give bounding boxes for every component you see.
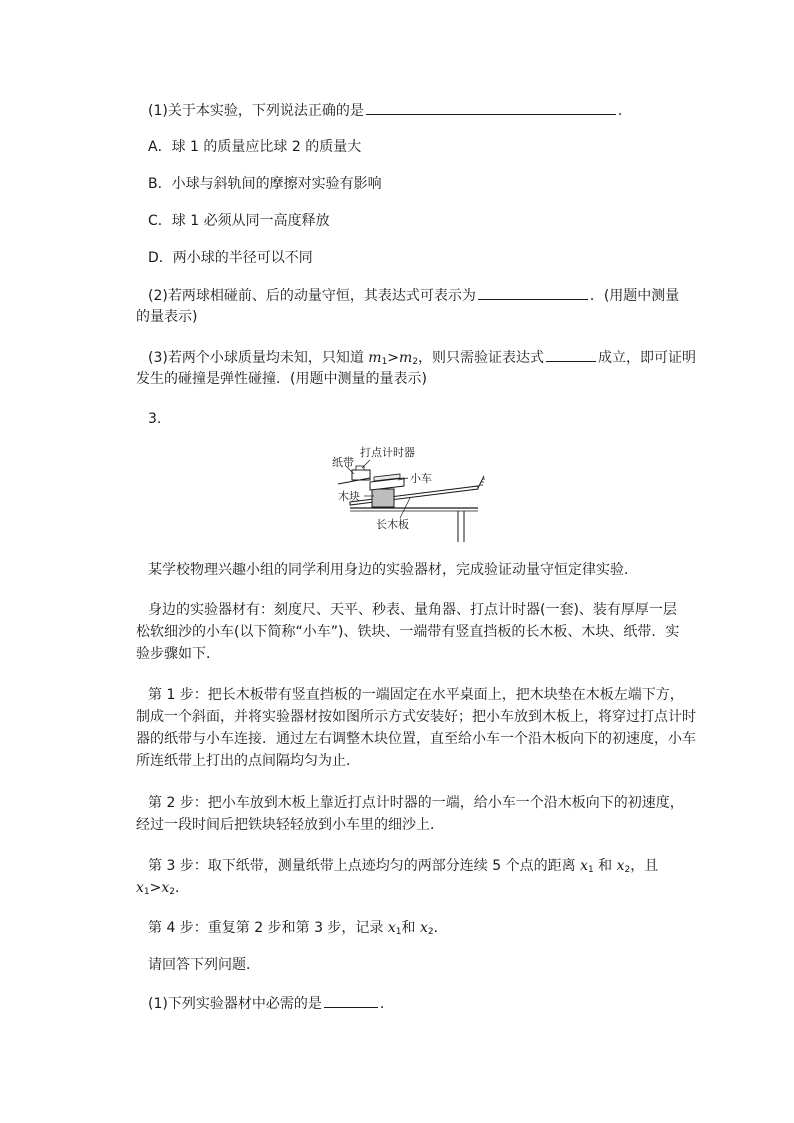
answer-blank[interactable]	[546, 347, 596, 362]
step3-line: $x_1>x_2$．	[136, 880, 190, 897]
experiment-figure	[330, 440, 496, 550]
q2-sub2-cont: 的量表示)	[136, 309, 198, 325]
option-c: C．球 1 必须从同一高度释放	[148, 213, 330, 229]
answer-blank[interactable]	[324, 993, 378, 1008]
step2-line: 经过一段时间后把铁块轻轻放到小车里的细沙上．	[136, 817, 444, 833]
equipment-line: 身边的实验器材有：刻度尺、天平、秒表、量角器、打点计时器(一套)、装有厚厚一层	[148, 602, 677, 618]
ask-line: 请回答下列问题．	[148, 957, 260, 973]
q3-sub1: (1)下列实验器材中必需的是 ．	[148, 993, 394, 1014]
q2-sub3: (3)若两个小球质量均未知，只知道 $m_1>m_2$，则只需验证表达式 成立，即可证明	[148, 347, 696, 372]
equipment-line: 验步骤如下．	[136, 646, 220, 662]
label-tape: 纸带	[332, 456, 354, 469]
label-timer: 打点计时器	[360, 446, 415, 459]
q2-sub1: (1)关于本实验，下列说法正确的是 .	[148, 100, 622, 121]
label-block: 木块	[338, 490, 360, 503]
label-board: 长木板	[376, 518, 409, 531]
q3-intro: 某学校物理兴趣小组的同学利用身边的实验器材，完成验证动量守恒定律实验．	[148, 562, 638, 578]
step4-line: 第 4 步：重复第 2 步和第 3 步，记录 $x_1$和 $x_2$．	[148, 920, 448, 937]
q2-sub1-stem: (1)关于本实验，下列说法正确的是	[148, 103, 364, 119]
equipment-line: 松软细沙的小车(以下简称“小车”)、铁块、一端带有竖直挡板的长木板、木块、纸带．实	[136, 624, 680, 640]
q2-sub3-cont: 发生的碰撞是弹性碰撞．(用题中测量的量表示)	[136, 371, 427, 387]
option-b: B．小球与斜轨间的摩擦对实验有影响	[148, 176, 382, 192]
step1-line: 制成一个斜面，并将实验器材按如图所示方式安装好；把小车放到木板上，将穿过打点计时	[136, 709, 696, 725]
answer-blank[interactable]	[366, 100, 616, 115]
label-cart: 小车	[410, 472, 432, 485]
option-d: D．两小球的半径可以不同	[148, 250, 313, 266]
wooden-block	[372, 489, 394, 507]
answer-blank[interactable]	[478, 285, 588, 300]
step1-line: 所连纸带上打出的点间隔均匀为止．	[136, 753, 360, 769]
step3-line: 第 3 步：取下纸带，测量纸带上点迹均匀的两部分连续 5 个点的距离 $x_1$ 和 $x_2$，且	[148, 858, 659, 875]
q3-number: 3.	[148, 411, 162, 427]
q2-sub2: (2)若两球相碰前、后的动量守恒，其表达式可表示为 ．(用题中测量	[148, 285, 679, 306]
step1-line: 第 1 步：把长木板带有竖直挡板的一端固定在水平桌面上，把木块垫在木板左端下方，	[148, 687, 684, 703]
step1-line: 器的纸带与小车连接．通过左右调整木块位置，直至给小车一个沿木板向下的初速度，小车	[136, 731, 696, 747]
step2-line: 第 2 步：把小车放到木板上靠近打点计时器的一端，给小车一个沿木板向下的初速度，	[148, 795, 684, 811]
option-a: A．球 1 的质量应比球 2 的质量大	[148, 139, 362, 155]
long-board	[350, 486, 478, 505]
